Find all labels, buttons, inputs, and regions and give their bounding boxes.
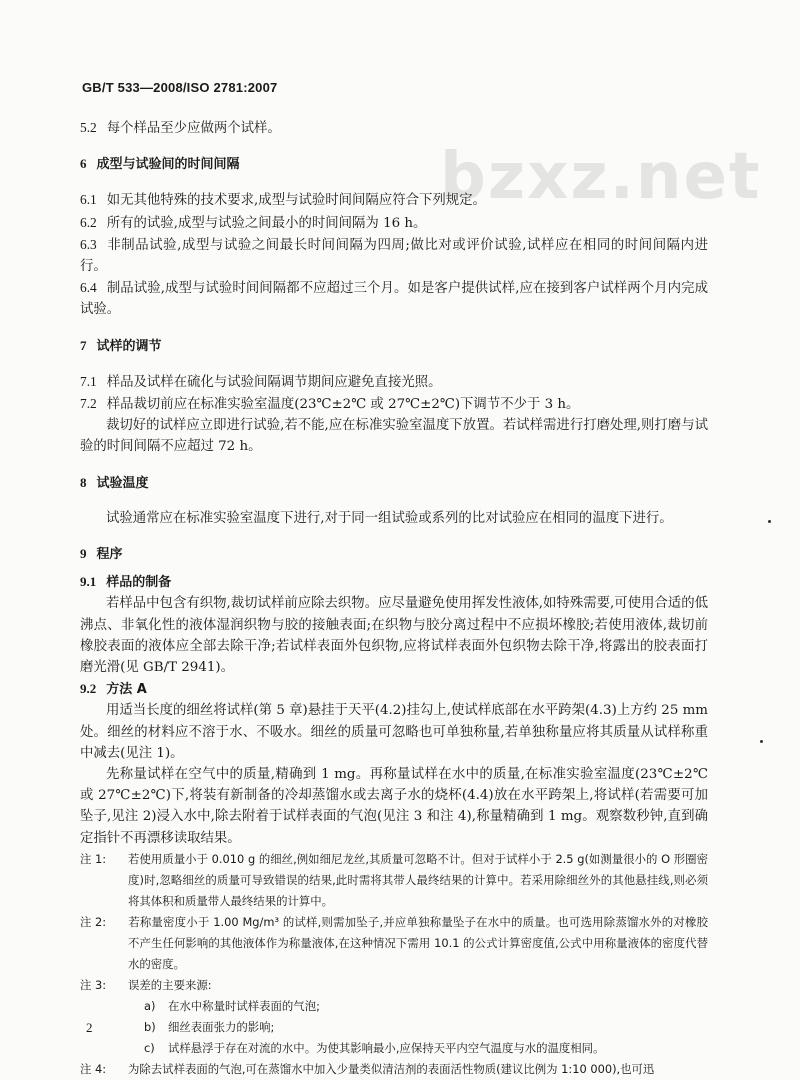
note-text: 若使用质量小于 0.010 g 的细丝,例如细尼龙丝,其质量可忽略不计。但对于试样小于 2.5 g(如测量很小的 O 形圈密度)时,忽略细丝的质量可导致错误的结果,此时需将其带人最终结果的计算中。若采用除细丝外的其他悬挂线,则必须将其体积和质量带人最终结果的计算中。 xyxy=(128,851,708,908)
clause-text: 样品及试样在硫化与试验间隔调节期间应避免直接光照。 xyxy=(106,374,442,390)
clause-number: 5.2 xyxy=(80,120,97,135)
clause xyxy=(80,189,708,211)
spacer xyxy=(80,175,708,189)
clause-text: 所有的试验,成型与试验之间最小的时间间隔为 16 h。 xyxy=(106,215,427,231)
list-item-text: 细丝表面张力的影响; xyxy=(168,1019,275,1034)
section-heading xyxy=(80,472,708,494)
clause-number: 9.2 xyxy=(80,681,97,697)
spacer xyxy=(80,458,708,472)
clause-number: 6.4 xyxy=(80,280,97,296)
note-text: 为除去试样表面的气泡,可在蒸馏水中加入少量类似清洁剂的表面活性物质(建议比例为 1:10 000),也可迅 xyxy=(128,1061,655,1076)
watermark: bzxz.net xyxy=(440,140,762,214)
clause-number: 7.2 xyxy=(80,396,97,412)
clause-text: 样品的制备 xyxy=(106,575,172,591)
paragraph: 试验通常应在标准实验室温度下进行,对于同一组试验或系列的比对试验应在相同的温度下进行。 xyxy=(106,510,673,526)
clause-number: 6.2 xyxy=(80,214,97,230)
paragraph: 裁切好的试样应立即进行试验,若不能,应在标准实验室温度下放置。若试样需进行打磨处理,则打磨与试验的时间间隔不应超过 72 h。 xyxy=(80,418,708,455)
note-label: 注 4: xyxy=(80,1061,107,1076)
list-item xyxy=(80,996,708,1017)
list-item xyxy=(80,1017,708,1038)
note-label: 注 3: xyxy=(80,977,107,992)
scan-speck xyxy=(768,520,771,523)
note-label: 注 1: xyxy=(80,851,107,866)
clause-text: 如无其他特殊的技术要求,成型与试验时间间隔应符合下列规定。 xyxy=(106,193,486,209)
section-heading xyxy=(80,335,708,357)
clause xyxy=(80,393,708,415)
note xyxy=(80,849,708,912)
clause-number: 8 xyxy=(80,474,87,490)
spacer xyxy=(80,321,708,335)
list-marker: c) xyxy=(144,1040,155,1055)
list-marker: a) xyxy=(144,998,156,1013)
section-heading xyxy=(80,543,708,565)
clause xyxy=(80,212,708,234)
page-number: 2 xyxy=(86,1020,93,1035)
note xyxy=(80,912,708,975)
clause-number: 6 xyxy=(80,156,87,172)
note xyxy=(80,975,708,996)
clause-text: 程序 xyxy=(96,547,123,563)
clause-text: 方法 A xyxy=(106,682,147,698)
clause-number: 9 xyxy=(80,546,87,562)
spacer xyxy=(80,494,708,508)
section-heading xyxy=(80,678,708,700)
list-item-text: 试样悬浮于存在对流的水中。为使其影响最小,应保持天平内空气温度与水的温度相同。 xyxy=(168,1040,605,1055)
clause-number: 6.3 xyxy=(80,236,97,252)
clause-text: 每个样品至少应做两个试样。 xyxy=(106,121,281,136)
list-marker: b) xyxy=(144,1019,156,1034)
paragraph: 若样品中包含有织物,裁切试样前应除去织物。应尽量避免使用挥发性液体,如特殊需要,可使用合适的低沸点、非氧化性的液体湿润织物与胶的接触表面;在织物与胶分离过程中不应损坏橡胶;若使用液体,裁切前橡胶表面的液体应全部去除干净;若试样表面外包织物,应将试样表面外包织物去除干净,将露出的胶表面打磨光滑(见 GB/T 2941)。 xyxy=(80,596,708,676)
section-heading xyxy=(80,153,708,175)
spacer xyxy=(80,357,708,371)
paragraph: 用适当长度的细丝将试样(第 5 章)悬挂于天平(4.2)挂勾上,使试样底部在水平跨架(4.3)上方约 25 mm 处。细丝的材料应不溶于水、不吸水。细丝的质量可忽略也可单独称量,若单独称量应将其质量从试样称重中减去(见注 1)。 xyxy=(80,703,708,761)
clause xyxy=(80,371,708,393)
clause-text: 制品试验,成型与试验时间间隔都不应超过三个月。如是客户提供试样,应在接到客户试样两个月内完成试验。 xyxy=(80,281,708,318)
clause xyxy=(80,277,708,320)
paragraph: 先称量试样在空气中的质量,精确到 1 mg。再称量试样在水中的质量,在标准实验室温度(23℃±2℃ 或 27℃±2℃)下,将装有新制备的冷却蒸馏水或去离子水的烧杯(4.4)放在水平跨架上,将试样(若需要可加坠子,见注 2)浸入水中,除去附着于试样表面的气泡(见注 3 和注 4),称量精确到 1 mg。观察数秒钟,直到确定指针不再漂移读取结果。 xyxy=(80,767,708,846)
clause xyxy=(80,117,708,139)
clause-text: 试样的调节 xyxy=(96,338,162,354)
note-label: 注 2: xyxy=(80,914,107,929)
clause-number: 9.1 xyxy=(80,574,97,590)
note-text: 误差的主要来源: xyxy=(128,977,212,992)
document-body xyxy=(80,117,708,1080)
clause-text: 试验温度 xyxy=(96,475,149,491)
spacer xyxy=(80,139,708,153)
note xyxy=(80,1059,708,1080)
clause xyxy=(80,234,708,277)
list-item-text: 在水中称量时试样表面的气泡; xyxy=(168,998,320,1013)
scan-speck xyxy=(760,740,763,743)
clause-text: 非制品试验,成型与试验之间最长时间间隔为四周;做比对或评价试验,试样应在相同的时间间隔内进行。 xyxy=(80,237,708,275)
clause-number: 7 xyxy=(80,337,87,353)
clause-number: 7.1 xyxy=(80,373,97,389)
clause-text: 样品裁切前应在标准实验室温度(23℃±2℃ 或 27℃±2℃)下调节不少于 3 h。 xyxy=(106,397,580,413)
standard-header: GB/T 533—2008/ISO 2781:2007 xyxy=(82,80,278,95)
note-text: 若称量密度小于 1.00 Mg/m³ 的试样,则需加坠子,并应单独称量坠子在水中的质量。也可选用除蒸馏水外的对橡胶不产生任何影响的其他液体作为称量液体,在这种情况下需用 10.1 的公式计算密度值,公式中用称量液体的密度代替水的密度。 xyxy=(128,914,708,971)
clause-number: 6.1 xyxy=(80,192,97,208)
section-heading xyxy=(80,571,708,593)
clause-text: 成型与试验间的时间间隔 xyxy=(96,157,240,173)
spacer xyxy=(80,529,708,543)
list-item xyxy=(80,1038,708,1059)
